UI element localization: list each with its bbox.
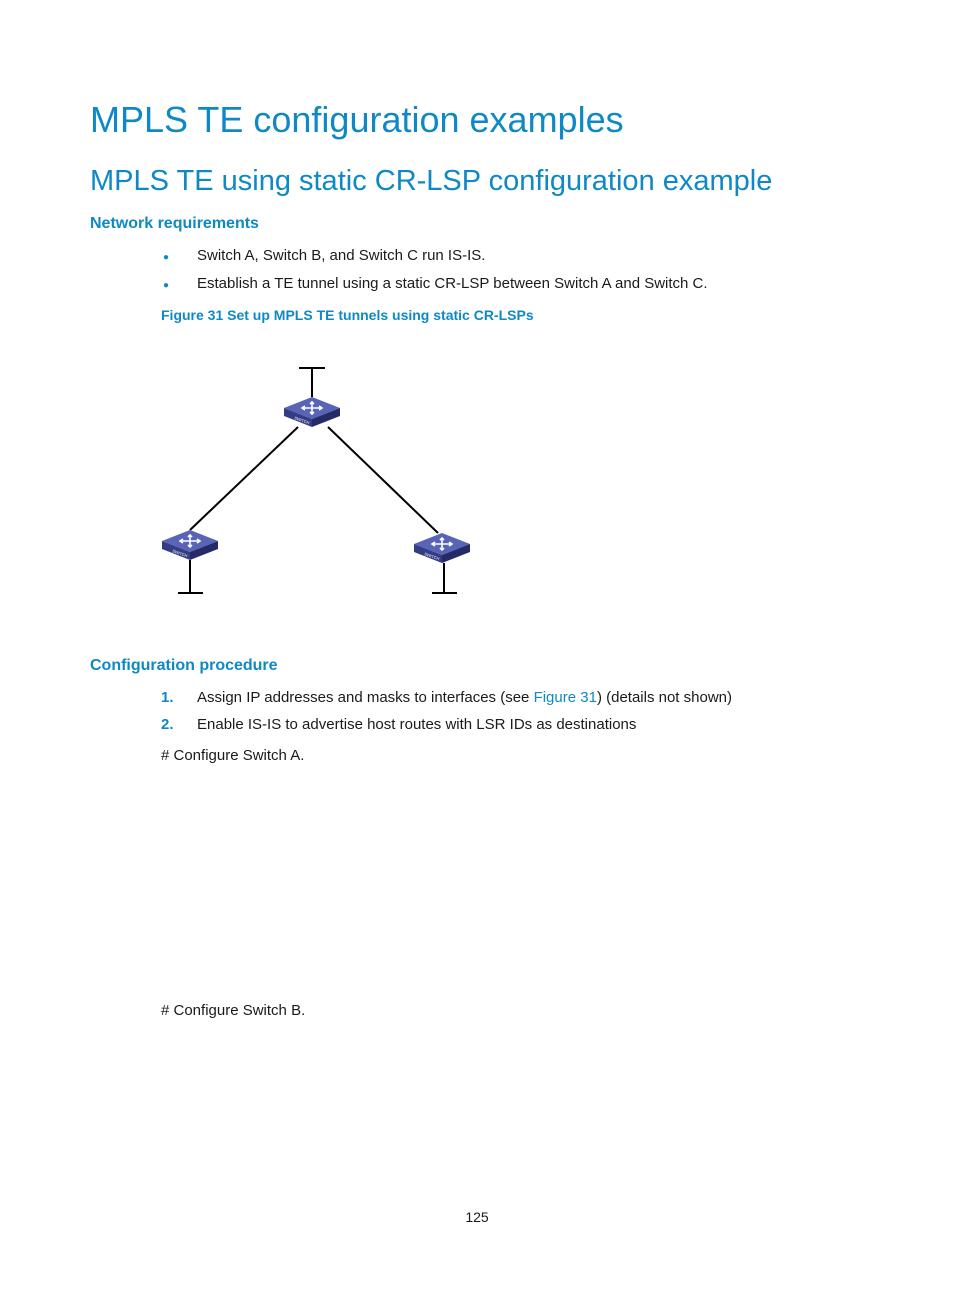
configure-switch-b-comment: # Configure Switch B.	[161, 1002, 306, 1019]
configuration-procedure-heading: Configuration procedure	[90, 657, 278, 674]
switch-icon	[414, 533, 470, 563]
page-title: MPLS TE configuration examples	[90, 99, 624, 140]
step-number: 1.	[161, 689, 174, 706]
requirement-item: Establish a TE tunnel using a static CR-LSP between Switch A and Switch C.	[197, 275, 708, 292]
network-diagram: SWITCH	[150, 355, 490, 605]
page-number: 125	[465, 1209, 489, 1225]
figure-link[interactable]: Figure 31	[533, 689, 597, 706]
step-text: Enable IS-IS to advertise host routes with LSR IDs as destinations	[197, 716, 637, 733]
step-number: 2.	[161, 716, 174, 733]
network-requirements-heading: Network requirements	[90, 215, 259, 232]
switch-icon	[162, 530, 218, 560]
bullet-icon: ●	[163, 252, 170, 263]
step-text-part: ) (details not shown)	[596, 689, 732, 706]
section-title: MPLS TE using static CR-LSP configuration example	[90, 165, 773, 197]
step-text-part: Assign IP addresses and masks to interfaces (see	[197, 689, 534, 706]
configure-switch-a-comment: # Configure Switch A.	[161, 747, 305, 764]
bullet-icon: ●	[163, 280, 170, 291]
link-line	[190, 427, 298, 530]
requirement-item: Switch A, Switch B, and Switch C run IS-IS.	[197, 247, 486, 264]
figure-caption: Figure 31 Set up MPLS TE tunnels using static CR-LSPs	[161, 307, 534, 323]
link-line	[328, 427, 438, 533]
step-text	[197, 689, 732, 706]
switch-icon	[284, 397, 340, 427]
